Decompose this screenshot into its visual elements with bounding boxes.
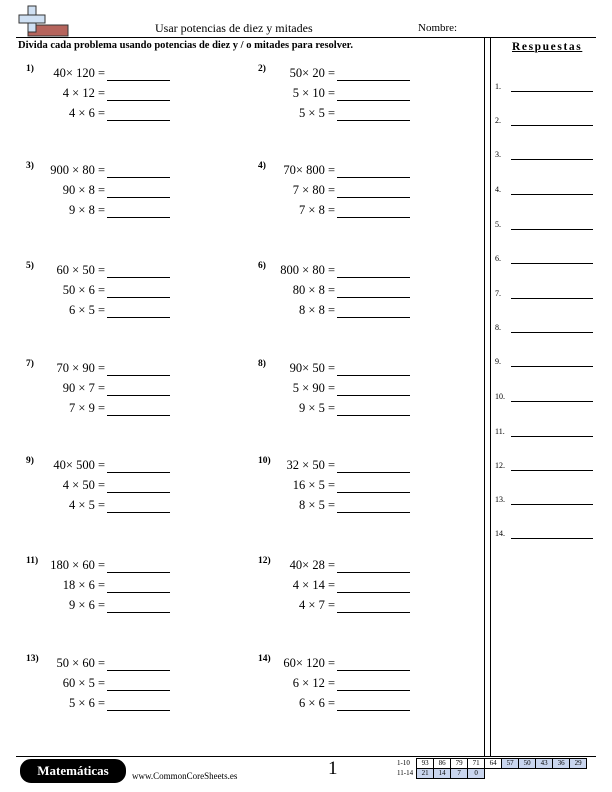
score-row <box>395 759 587 769</box>
answer-row <box>495 112 595 126</box>
score-cell: 0 <box>468 769 485 779</box>
problem-number: 7) <box>26 359 34 369</box>
equation-line <box>0 361 335 379</box>
equation-text: 90× 50 = <box>289 361 335 375</box>
equation-text: 70 × 90 = <box>56 361 105 375</box>
answer-row <box>495 491 595 505</box>
answer-row <box>495 146 595 160</box>
equation-line <box>0 498 335 516</box>
equation-text: 5 × 90 = <box>292 381 335 395</box>
problem-number: 2) <box>258 64 266 74</box>
answer-number: 6. <box>495 254 501 263</box>
equation-text: 50 × 60 = <box>56 656 105 670</box>
answer-blank-line[interactable] <box>337 472 410 473</box>
answer-number: 10. <box>495 392 505 401</box>
equation-line <box>0 458 335 476</box>
score-cell: 57 <box>502 759 519 769</box>
equation-line <box>0 203 335 221</box>
plus-minus-logo-icon <box>18 4 70 38</box>
equation-text: 900 × 80 = <box>50 163 105 177</box>
answer-number: 13. <box>495 495 505 504</box>
answer-blank-line[interactable] <box>337 395 410 396</box>
equation-line <box>0 401 335 419</box>
answer-row <box>495 319 595 333</box>
problem-number: 6) <box>258 261 266 271</box>
score-cell: 14 <box>434 769 451 779</box>
answer-blank-line[interactable] <box>337 317 410 318</box>
answer-number: 9. <box>495 357 501 366</box>
answer-blank[interactable] <box>511 159 593 160</box>
equation-line <box>0 303 335 321</box>
equation-text: 180 × 60 = <box>50 558 105 572</box>
equation-text: 90 × 7 = <box>62 381 105 395</box>
answer-blank-line[interactable] <box>337 177 410 178</box>
equation-text: 50 × 6 = <box>62 283 105 297</box>
equation-line <box>0 656 335 674</box>
answer-blank[interactable] <box>511 125 593 126</box>
answer-blank[interactable] <box>511 332 593 333</box>
equation-line <box>0 183 335 201</box>
equation-text: 8 × 5 = <box>299 498 335 512</box>
answer-blank-line[interactable] <box>337 120 410 121</box>
problem-number: 9) <box>26 456 34 466</box>
problem-number: 4) <box>258 161 266 171</box>
answer-blank-line[interactable] <box>337 670 410 671</box>
equation-text: 60 × 50 = <box>56 263 105 277</box>
problem-number: 8) <box>258 359 266 369</box>
equation-text: 8 × 8 = <box>299 303 335 317</box>
problem-number: 12) <box>258 556 271 566</box>
equation-line <box>0 578 335 596</box>
equation-line <box>0 66 335 84</box>
answer-number: 8. <box>495 323 501 332</box>
answer-row <box>495 423 595 437</box>
equation-text: 7 × 80 = <box>292 183 335 197</box>
answer-number: 2. <box>495 116 501 125</box>
subject-badge: Matemáticas <box>20 759 126 783</box>
score-cell: 86 <box>434 759 451 769</box>
score-table <box>395 758 587 779</box>
score-range-label: 11-14 <box>397 769 414 777</box>
answer-blank-line[interactable] <box>337 297 410 298</box>
answer-number: 4. <box>495 185 501 194</box>
website-label: www.CommonCoreSheets.es <box>132 771 238 781</box>
problem-number: 10) <box>258 456 271 466</box>
worksheet-title: Usar potencias de diez y mitades <box>155 21 313 35</box>
name-label: Nombre: <box>418 22 458 34</box>
equation-text: 40× 500 = <box>53 458 105 472</box>
score-cell: 93 <box>417 759 434 769</box>
answer-blank[interactable] <box>511 538 593 539</box>
answer-row <box>495 250 595 264</box>
score-cell: 79 <box>451 759 468 769</box>
score-cell: 29 <box>570 759 587 769</box>
answer-blank[interactable] <box>511 91 593 92</box>
answer-blank-line[interactable] <box>337 572 410 573</box>
problem-number: 3) <box>26 161 34 171</box>
answer-blank-line[interactable] <box>337 710 410 711</box>
equation-line <box>0 106 335 124</box>
equation-line <box>0 558 335 576</box>
page-number: 1 <box>328 758 338 779</box>
equation-line <box>0 163 335 181</box>
answer-number: 11. <box>495 427 505 436</box>
answer-blank-line[interactable] <box>337 492 410 493</box>
answer-blank[interactable] <box>511 366 593 367</box>
score-cell: 50 <box>519 759 536 769</box>
answer-blank[interactable] <box>511 298 593 299</box>
answer-blank[interactable] <box>511 263 593 264</box>
equation-text: 70× 800 = <box>283 163 335 177</box>
answer-blank[interactable] <box>511 229 593 230</box>
answer-number: 7. <box>495 289 501 298</box>
problem-number: 11) <box>26 556 39 566</box>
answer-row <box>495 457 595 471</box>
equation-text: 800 × 80 = <box>280 263 335 277</box>
equation-text: 60 × 5 = <box>62 676 105 690</box>
equation-text: 90 × 8 = <box>62 183 105 197</box>
equation-text: 18 × 6 = <box>62 578 105 592</box>
answer-blank-line[interactable] <box>337 197 410 198</box>
answer-row <box>495 525 595 539</box>
answer-blank[interactable] <box>511 194 593 195</box>
equation-text: 40× 120 = <box>53 66 105 80</box>
answer-blank[interactable] <box>511 470 593 471</box>
score-cell: 64 <box>485 759 502 769</box>
answer-blank-line[interactable] <box>337 277 410 278</box>
equation-line <box>0 283 335 301</box>
equation-text: 9 × 6 = <box>69 598 105 612</box>
problem-number: 1) <box>26 64 34 74</box>
answer-number: 5. <box>495 220 501 229</box>
equation-text: 60× 120 = <box>283 656 335 670</box>
answer-blank-line[interactable] <box>337 690 410 691</box>
answer-row <box>495 216 595 230</box>
equation-text: 80 × 8 = <box>292 283 335 297</box>
equation-line <box>0 696 335 714</box>
problem-number: 14) <box>258 654 271 664</box>
instructions: Divida cada problema usando potencias de diez y / o mitades para resolver. <box>18 40 353 51</box>
equation-line <box>0 676 335 694</box>
problem-number: 5) <box>26 261 34 271</box>
answer-blank-line[interactable] <box>337 512 410 513</box>
equation-text: 6 × 12 = <box>292 676 335 690</box>
score-row <box>395 769 587 779</box>
equation-line <box>0 381 335 399</box>
score-cell-empty <box>536 769 553 779</box>
answer-blank[interactable] <box>511 436 593 437</box>
footer-divider <box>16 756 596 757</box>
answer-blank[interactable] <box>511 401 593 402</box>
answer-blank-line[interactable] <box>337 217 410 218</box>
equation-text: 5 × 10 = <box>292 86 335 100</box>
equation-text: 9 × 5 = <box>299 401 335 415</box>
equation-text: 6 × 6 = <box>299 696 335 710</box>
answer-number: 1. <box>495 82 501 91</box>
answer-blank[interactable] <box>511 504 593 505</box>
answer-row <box>495 78 595 92</box>
score-cell-empty <box>553 769 570 779</box>
answers-title: Respuestas <box>512 41 583 53</box>
equation-line <box>0 86 335 104</box>
score-cell: 36 <box>553 759 570 769</box>
score-cell-empty <box>485 769 502 779</box>
equation-line <box>0 478 335 496</box>
equation-text: 6 × 5 = <box>69 303 105 317</box>
score-range-label: 1-10 <box>397 759 410 767</box>
equation-text: 4 × 7 = <box>299 598 335 612</box>
problem-number: 13) <box>26 654 39 664</box>
equation-text: 4 × 6 = <box>69 106 105 120</box>
equation-text: 4 × 14 = <box>292 578 335 592</box>
equation-text: 5 × 5 = <box>299 106 335 120</box>
equation-text: 9 × 8 = <box>69 203 105 217</box>
answer-blank-line[interactable] <box>337 415 410 416</box>
equation-text: 16 × 5 = <box>292 478 335 492</box>
header-divider <box>16 37 596 38</box>
equation-text: 4 × 5 = <box>69 498 105 512</box>
equation-text: 40× 28 = <box>289 558 335 572</box>
equation-line <box>0 598 335 616</box>
answer-row <box>495 285 595 299</box>
equation-text: 32 × 50 = <box>286 458 335 472</box>
answer-blank-line[interactable] <box>337 592 410 593</box>
answer-blank-line[interactable] <box>337 100 410 101</box>
score-cell: 21 <box>417 769 434 779</box>
score-cell-empty <box>519 769 536 779</box>
answer-blank-line[interactable] <box>337 375 410 376</box>
answer-row <box>495 181 595 195</box>
answer-number: 3. <box>495 150 501 159</box>
answer-number: 12. <box>495 461 505 470</box>
equation-text: 7 × 8 = <box>299 203 335 217</box>
score-cell-empty <box>502 769 519 779</box>
equation-line <box>0 263 335 281</box>
answer-blank-line[interactable] <box>337 612 410 613</box>
score-cell: 7 <box>451 769 468 779</box>
answer-row <box>495 388 595 402</box>
answer-row <box>495 353 595 367</box>
score-cell: 43 <box>536 759 553 769</box>
answer-number: 14. <box>495 529 505 538</box>
equation-text: 4 × 12 = <box>62 86 105 100</box>
equation-text: 5 × 6 = <box>69 696 105 710</box>
score-cell-empty <box>570 769 587 779</box>
equation-text: 7 × 9 = <box>69 401 105 415</box>
score-cell: 71 <box>468 759 485 769</box>
answer-column-divider <box>484 37 491 756</box>
equation-text: 50× 20 = <box>289 66 335 80</box>
equation-text: 4 × 50 = <box>62 478 105 492</box>
answer-blank-line[interactable] <box>337 80 410 81</box>
